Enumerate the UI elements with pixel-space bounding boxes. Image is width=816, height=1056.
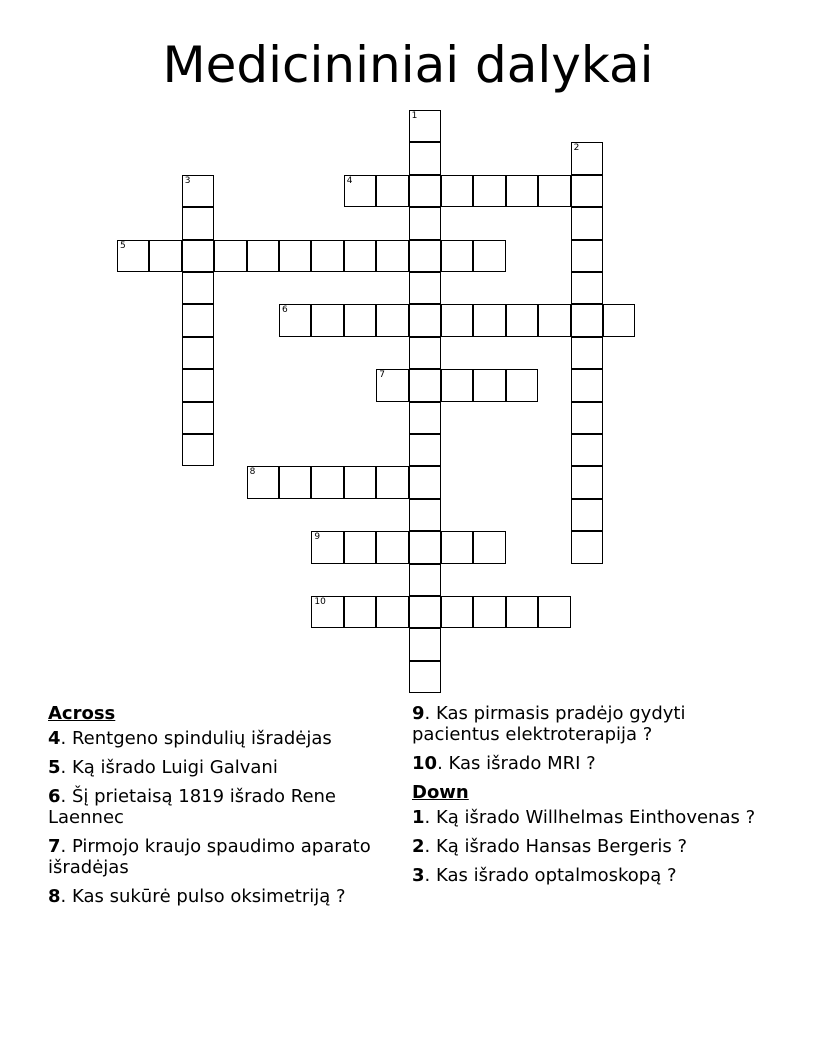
grid-cell[interactable] <box>603 304 635 336</box>
grid-cell[interactable] <box>441 240 473 272</box>
grid-cell[interactable] <box>409 304 441 336</box>
across-heading: Across <box>48 703 116 724</box>
grid-cell[interactable] <box>409 661 441 693</box>
clue-text: . Kas išrado MRI ? <box>437 753 596 774</box>
cell-number: 4 <box>346 175 353 186</box>
grid-cell[interactable] <box>571 337 603 369</box>
grid-cell[interactable] <box>409 499 441 531</box>
grid-cell[interactable] <box>149 240 181 272</box>
grid-cell[interactable] <box>409 240 441 272</box>
clue-text: . Rentgeno spindulių išradėjas <box>60 728 332 749</box>
grid-cell[interactable] <box>409 369 441 401</box>
clue-number: 5 <box>48 757 61 778</box>
grid-cell[interactable] <box>571 434 603 466</box>
clue-down-2 <box>412 836 772 857</box>
clue-number: 10 <box>412 753 438 774</box>
grid-cell[interactable] <box>182 402 214 434</box>
clue-text: . Kas sukūrė pulso oksimetriją ? <box>60 886 346 907</box>
grid-cell[interactable] <box>409 531 441 563</box>
grid-cell[interactable] <box>409 207 441 239</box>
clue-number: 2 <box>412 836 425 857</box>
clue-number: 7 <box>48 836 61 857</box>
grid-cell[interactable] <box>409 175 441 207</box>
grid-cell[interactable] <box>311 304 343 336</box>
grid-cell[interactable] <box>279 240 311 272</box>
grid-cell[interactable] <box>182 207 214 239</box>
cell-number: 8 <box>249 467 256 478</box>
cell-number: 9 <box>314 532 321 543</box>
grid-cell[interactable] <box>409 466 441 498</box>
clue-text: . Šį prietaisą 1819 išrado Rene Laennec <box>48 786 336 828</box>
grid-cell[interactable] <box>506 175 538 207</box>
grid-cell[interactable] <box>571 499 603 531</box>
grid-cell[interactable] <box>344 304 376 336</box>
clue-number: 6 <box>48 786 61 807</box>
grid-cell[interactable] <box>182 272 214 304</box>
grid-cell[interactable] <box>473 531 505 563</box>
grid-cell[interactable] <box>344 596 376 628</box>
clue-across-6 <box>48 786 393 828</box>
grid-cell[interactable] <box>571 466 603 498</box>
clue-number: 8 <box>48 886 61 907</box>
grid-cell[interactable] <box>538 175 570 207</box>
grid-cell[interactable] <box>117 240 149 272</box>
cell-number: 5 <box>120 240 126 251</box>
clue-number: 3 <box>412 865 425 886</box>
grid-cell[interactable] <box>311 531 343 563</box>
grid-cell[interactable] <box>473 240 505 272</box>
grid-cell[interactable] <box>571 175 603 207</box>
grid-cell[interactable] <box>247 240 279 272</box>
grid-cell[interactable] <box>376 304 408 336</box>
grid-cell[interactable] <box>344 531 376 563</box>
grid-cell[interactable] <box>409 142 441 174</box>
grid-cell[interactable] <box>473 304 505 336</box>
grid-cell[interactable] <box>441 175 473 207</box>
cell-number: 10 <box>314 597 326 607</box>
clue-text: . Ką išrado Luigi Galvani <box>60 757 278 778</box>
clue-number: 9 <box>412 703 425 724</box>
grid-cell[interactable] <box>409 110 441 142</box>
clue-across-10 <box>412 753 772 774</box>
grid-cell[interactable] <box>473 175 505 207</box>
clue-across-7 <box>48 836 393 878</box>
grid-cell[interactable] <box>247 466 279 498</box>
cell-number: 6 <box>282 305 288 316</box>
grid-cell[interactable] <box>571 240 603 272</box>
grid-cell[interactable] <box>376 369 408 401</box>
cell-number: 3 <box>184 175 191 186</box>
grid-cell[interactable] <box>376 596 408 628</box>
clue-across-9 <box>412 703 772 745</box>
grid-cell[interactable] <box>279 466 311 498</box>
grid-cell[interactable] <box>473 369 505 401</box>
grid-cell[interactable] <box>182 434 214 466</box>
grid-cell[interactable] <box>409 628 441 660</box>
grid-cell[interactable] <box>344 175 376 207</box>
grid-cell[interactable] <box>376 240 408 272</box>
grid-cell[interactable] <box>441 531 473 563</box>
clues-column-left <box>48 703 393 915</box>
grid-cell[interactable] <box>376 531 408 563</box>
grid-cell[interactable] <box>409 596 441 628</box>
cell-number: 1 <box>411 111 418 121</box>
grid-cell[interactable] <box>571 207 603 239</box>
grid-cell[interactable] <box>344 466 376 498</box>
grid-cell[interactable] <box>506 304 538 336</box>
grid-cell[interactable] <box>311 240 343 272</box>
grid-cell[interactable] <box>409 402 441 434</box>
clues-column-right <box>412 703 772 894</box>
clue-across-8 <box>48 886 393 907</box>
clue-number: 1 <box>412 807 425 828</box>
clue-text: . Ką išrado Willhelmas Einthovenas ? <box>424 807 756 828</box>
grid-cell[interactable] <box>571 272 603 304</box>
clue-across-5 <box>48 757 393 778</box>
grid-cell[interactable] <box>506 369 538 401</box>
clue-text: . Pirmojo kraujo spaudimo aparato išradėjas <box>48 836 371 878</box>
grid-cell[interactable] <box>571 369 603 401</box>
grid-cell[interactable] <box>214 240 246 272</box>
grid-cell[interactable] <box>409 337 441 369</box>
grid-cell[interactable] <box>441 596 473 628</box>
grid-cell[interactable] <box>538 596 570 628</box>
grid-cell[interactable] <box>182 369 214 401</box>
grid-cell[interactable] <box>571 531 603 563</box>
grid-cell[interactable] <box>538 304 570 336</box>
grid-cell[interactable] <box>409 272 441 304</box>
grid-cell[interactable] <box>571 304 603 336</box>
grid-cell[interactable] <box>182 175 214 207</box>
grid-cell[interactable] <box>344 240 376 272</box>
page-title: Medicininiai dalykai <box>162 36 654 94</box>
clue-across-4 <box>48 728 393 749</box>
grid-cell[interactable] <box>506 596 538 628</box>
grid-cell[interactable] <box>441 369 473 401</box>
grid-cell[interactable] <box>182 337 214 369</box>
grid-cell[interactable] <box>571 402 603 434</box>
grid-cell[interactable] <box>279 304 311 336</box>
down-heading: Down <box>412 782 469 803</box>
clue-number: 4 <box>48 728 61 749</box>
clue-text: . Kas pirmasis pradėjo gydyti pacientus elektroterapija ? <box>412 703 686 745</box>
cell-number: 2 <box>573 143 580 154</box>
grid-cell[interactable] <box>182 304 214 336</box>
cell-number: 7 <box>379 370 385 381</box>
grid-cell[interactable] <box>441 304 473 336</box>
grid-cell[interactable] <box>376 175 408 207</box>
grid-cell[interactable] <box>409 434 441 466</box>
grid-cell[interactable] <box>571 142 603 174</box>
grid-cell[interactable] <box>409 564 441 596</box>
clue-text: . Ką išrado Hansas Bergeris ? <box>424 836 688 857</box>
clue-text: . Kas išrado optalmoskopą ? <box>424 865 677 886</box>
grid-cell[interactable] <box>473 596 505 628</box>
clue-down-3 <box>412 865 772 886</box>
grid-cell[interactable] <box>311 596 343 628</box>
grid-cell[interactable] <box>376 466 408 498</box>
grid-cell[interactable] <box>311 466 343 498</box>
grid-cell[interactable] <box>182 240 214 272</box>
clue-down-1 <box>412 807 772 828</box>
